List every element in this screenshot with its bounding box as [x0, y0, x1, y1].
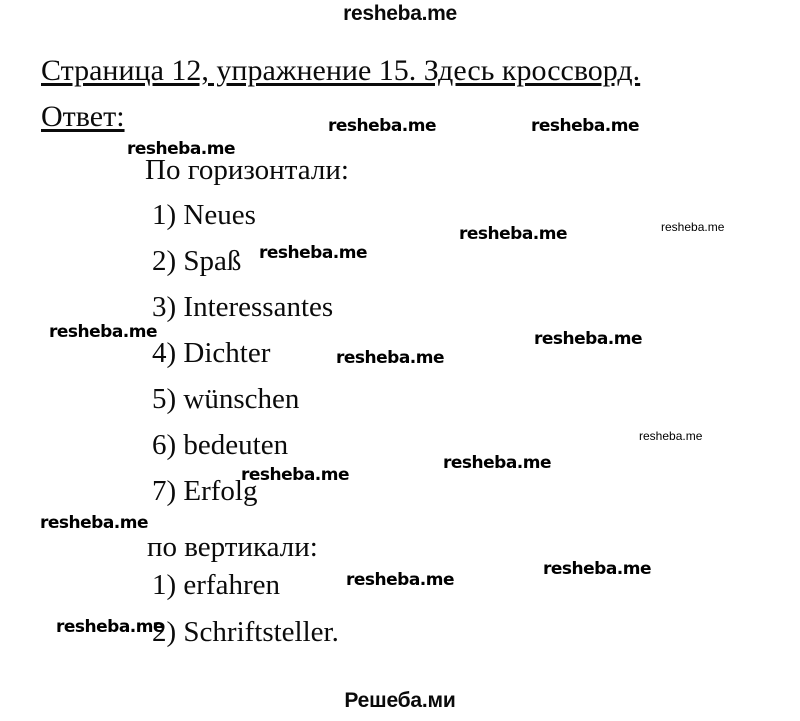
watermark-text: resheba.me: [534, 329, 643, 349]
watermark-text: resheba.me: [459, 224, 568, 244]
watermark-text: resheba.me: [259, 243, 368, 263]
watermark-text: resheba.me: [56, 617, 165, 637]
site-watermark-footer: Решеба.ми: [344, 689, 456, 712]
watermark-text: resheba.me: [40, 513, 149, 533]
answer-item: 2) Spaß: [152, 245, 242, 277]
watermark-text: resheba.me: [639, 429, 703, 443]
watermark-text: resheba.me: [127, 139, 236, 159]
answer-label: Ответ:: [41, 100, 125, 133]
watermark-text: resheba.me: [543, 559, 652, 579]
watermark-text: resheba.me: [336, 348, 445, 368]
section-title: по вертикали:: [147, 531, 318, 563]
watermark-text: resheba.me: [346, 570, 455, 590]
answer-item: 1) Neues: [152, 199, 256, 231]
answer-item: 4) Dichter: [152, 337, 271, 369]
section-title: По горизонтали:: [145, 154, 349, 186]
answer-item: 1) erfahren: [152, 569, 280, 601]
answer-item: 3) Interessantes: [152, 291, 334, 323]
site-watermark-header: resheba.me: [343, 2, 457, 25]
watermark-text: resheba.me: [531, 116, 640, 136]
watermark-text: resheba.me: [328, 116, 437, 136]
answer-item: 6) bedeuten: [152, 429, 289, 461]
answer-item: 2) Schriftsteller.: [152, 616, 339, 648]
answer-item: 5) wünschen: [152, 383, 300, 415]
watermark-text: resheba.me: [661, 220, 725, 234]
answer-item: 7) Erfolg: [152, 475, 258, 507]
watermark-text: resheba.me: [241, 465, 350, 485]
exercise-heading: Страница 12, упражнение 15. Здесь кроссворд.: [41, 54, 641, 87]
watermark-text: resheba.me: [443, 453, 552, 473]
watermark-text: resheba.me: [49, 322, 158, 342]
